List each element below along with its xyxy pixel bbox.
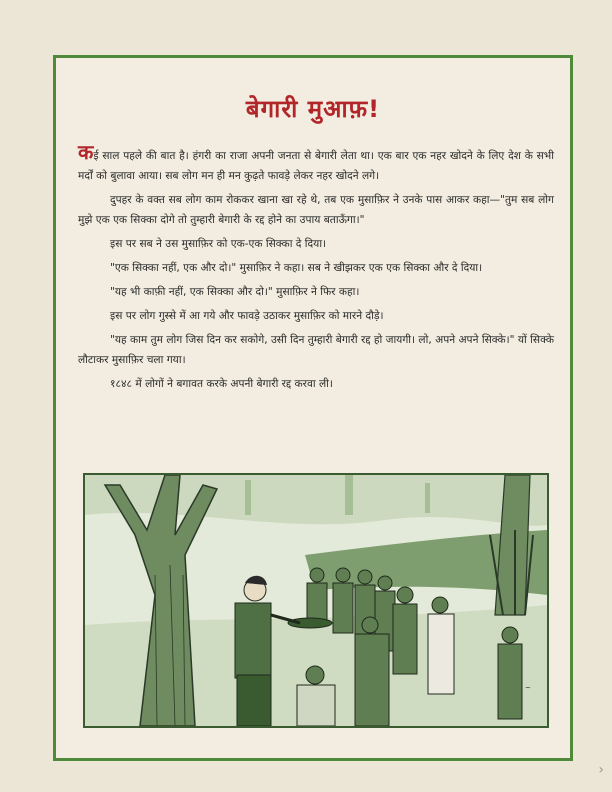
paragraph-3: इस पर सब ने उस मुसाफ़िर को एक-एक सिक्का दे दिया। <box>110 238 327 250</box>
paragraph-1-text: ई साल पहले की बात है। हंगरी का राजा अपनी जनता से बेगारी लेता था। एक बार एक नहर खोदने के लिए देश के सभी मर्दों को बुलावा आया। सब लोग मन ही मन कुढ़ते फावड़े लेकर नहर खोदने लगे। <box>78 150 554 182</box>
illustration-drawing <box>85 475 547 726</box>
paragraph-5: "यह भी काफ़ी नहीं, एक सिक्का और दो।" मुसाफ़िर ने फिर कहा। <box>110 286 360 298</box>
paragraph-2: दुपहर के वक्त सब लोग काम रोककर खाना खा रहे थे, तब एक मुसाफ़िर ने उनके पास आकर कहा—"तुम सब लोग मुझे एक एक सिक्का दोगे तो तुम्हारी बेगारी के रद्द होने का उपाय बताऊँगा।" <box>78 194 554 226</box>
story-illustration <box>83 473 549 728</box>
paragraph-1 <box>78 142 554 186</box>
paragraph-7: "यह काम तुम लोग जिस दिन कर सकोगे, उसी दिन तुम्हारी बेगारी रद्द हो जायगी। लो, अपने अपने सिक्के।" यों सिक्के लौटाकर मुसाफ़िर चला गया। <box>78 334 554 366</box>
paragraph-4: "एक सिक्का नहीं, एक और दो।" मुसाफ़िर ने कहा। सब ने खीझकर एक एक सिक्का और दे दिया। <box>110 262 483 274</box>
drop-cap: क <box>78 140 94 164</box>
page-corner-mark: › <box>598 762 604 778</box>
paragraph-6: इस पर लोग गुस्से में आ गये और फावड़े उठाकर मुसाफ़िर को मारने दौड़े। <box>110 310 384 322</box>
page-frame <box>53 55 573 761</box>
svg-text:~: ~ <box>525 684 531 692</box>
article-body <box>78 142 554 398</box>
article-title: बेगारी मुआफ़! <box>245 95 381 123</box>
paragraph-8: १८४८ में लोगों ने बगावत करके अपनी बेगारी रद्द करवा ली। <box>110 378 333 390</box>
